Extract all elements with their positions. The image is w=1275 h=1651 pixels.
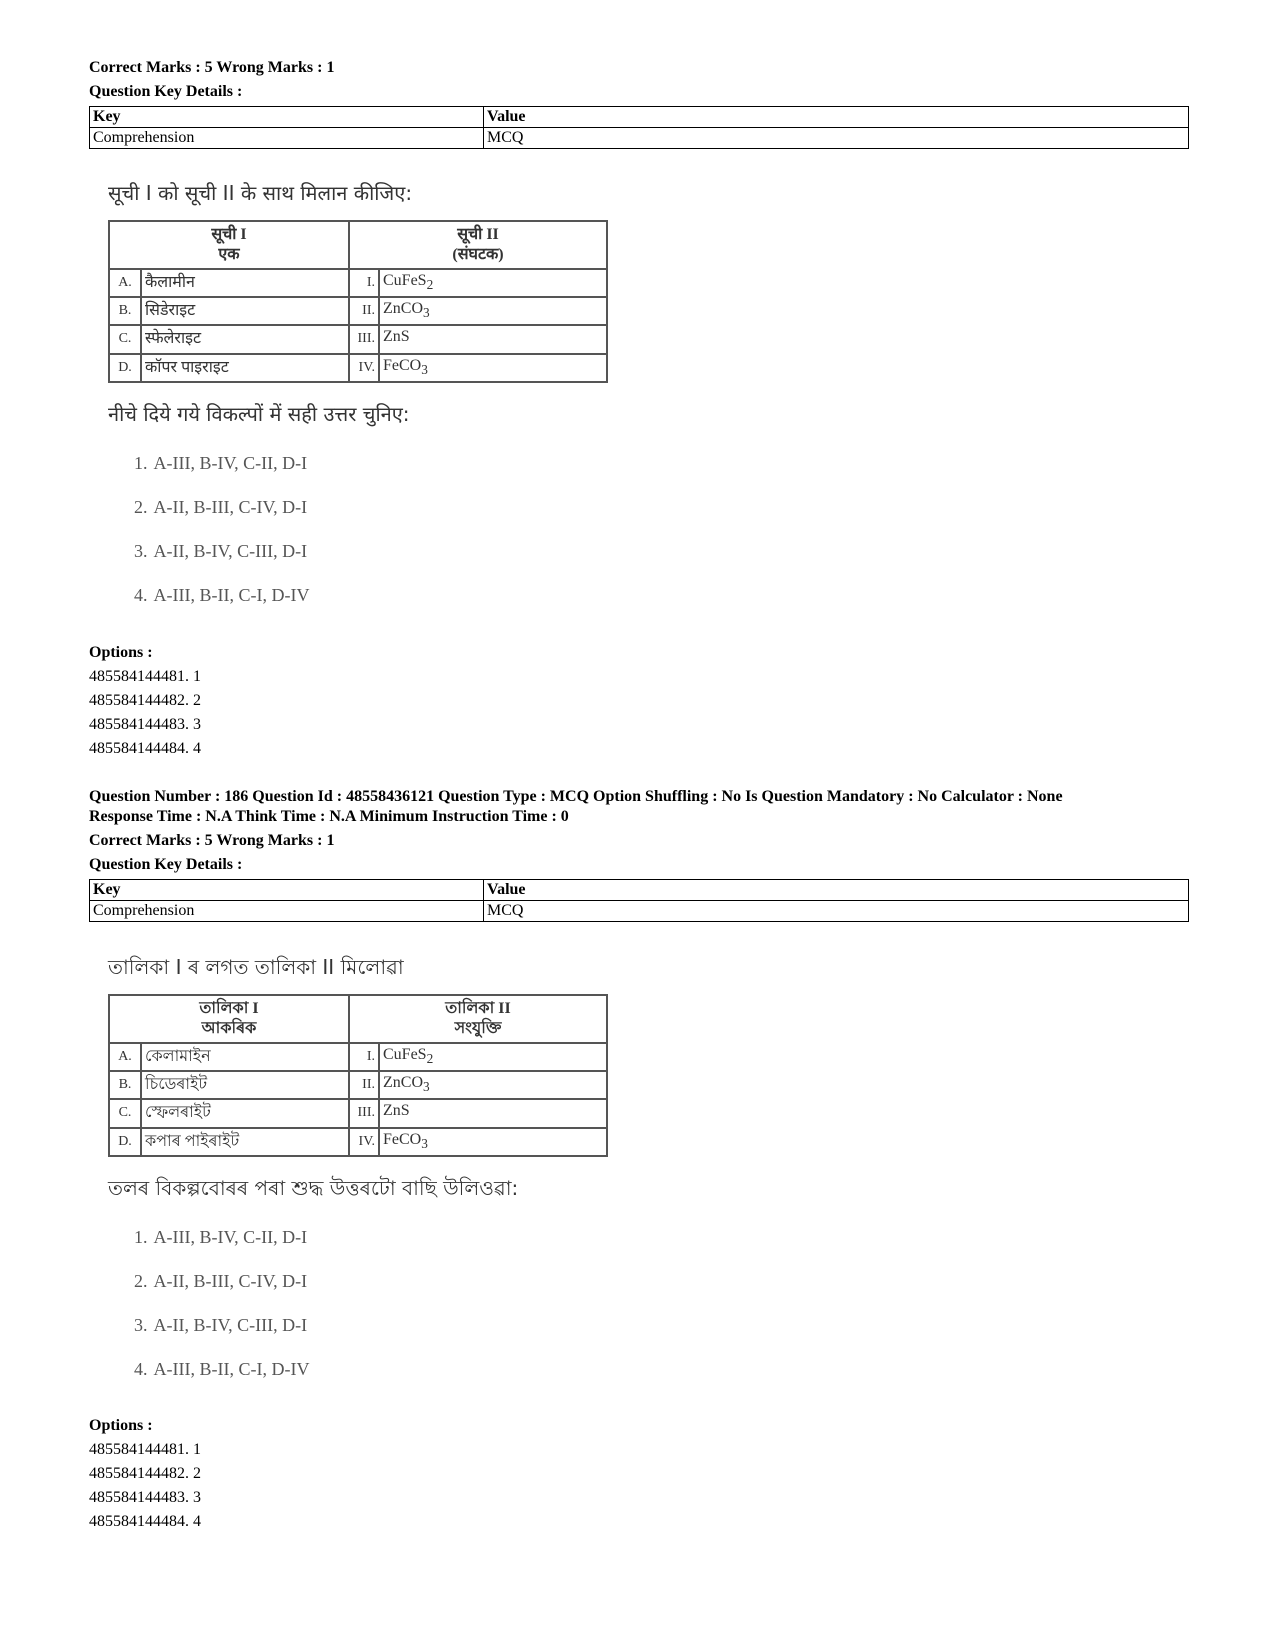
list1-header-subtitle: एक: [218, 246, 240, 263]
choice-text: A-II, B-III, C-IV, D-I: [153, 496, 308, 517]
list1-header-subtitle: আকৰিক: [201, 1020, 257, 1037]
table-row: [90, 128, 1189, 149]
list2-header: [349, 221, 607, 269]
kv-key-cell: Comprehension: [90, 128, 484, 149]
table-row: [109, 269, 607, 297]
roman-label: I.: [349, 1043, 379, 1071]
formula: FeCO: [383, 356, 422, 374]
list-item: [134, 529, 628, 573]
kv-value-cell: MCQ: [484, 128, 1189, 149]
list2-header-subtitle: সংযুক্তি: [454, 1020, 502, 1037]
list1-header: [109, 995, 349, 1043]
kv-key-header: Key: [90, 107, 484, 128]
table-row: [109, 1099, 607, 1127]
kv-key-header: Key: [90, 880, 484, 901]
q1-question-body: [108, 178, 628, 617]
table-row: [109, 995, 607, 1043]
formula-subscript: 3: [421, 1135, 428, 1151]
table-row: [109, 1043, 607, 1071]
mineral-name: कॉपर पाइराइट: [141, 354, 349, 382]
option-item: 485584144483. 3: [89, 716, 201, 733]
q2-options-label: Options :: [89, 1417, 153, 1434]
option-item: 485584144483. 3: [89, 1489, 201, 1506]
list-item: [134, 573, 628, 617]
kv-value-cell: MCQ: [484, 901, 1189, 922]
formula: CuFeS: [383, 272, 427, 289]
mineral-name: कैलामीन: [141, 269, 349, 297]
choice-text: A-II, B-IV, C-III, D-I: [153, 1314, 308, 1335]
q1-match-table: [108, 220, 608, 383]
formula: ZnS: [383, 1102, 410, 1120]
kv-value-header: Value: [484, 107, 1189, 128]
list-item: [134, 1215, 628, 1259]
q2-marks-line: Correct Marks : 5 Wrong Marks : 1: [89, 832, 335, 849]
formula-cell: [379, 325, 607, 353]
formula: ZnCO: [383, 1074, 423, 1092]
formula-subscript: 3: [423, 1079, 430, 1095]
q2-meta: [89, 787, 1229, 922]
formula-cell: [379, 1099, 607, 1127]
table-row: [90, 901, 1189, 922]
choice-text: A-III, B-II, C-I, D-IV: [153, 584, 310, 605]
mineral-name: स्फेलेराइट: [141, 325, 349, 353]
roman-label: IV.: [349, 354, 379, 382]
table-row: [109, 1128, 607, 1156]
formula: ZnCO: [383, 300, 423, 318]
list2-header-title: सूची II: [457, 226, 499, 243]
choice-number: 2.: [134, 1270, 148, 1291]
q1-options: [89, 641, 1189, 761]
q2-choice-list: [108, 1215, 628, 1391]
option-item: 485584144481. 1: [89, 668, 201, 685]
formula: FeCO: [383, 1130, 422, 1148]
q2-key-value-table: [89, 879, 1189, 922]
roman-label: I.: [349, 269, 379, 297]
mineral-name: কেলামাইন: [141, 1043, 349, 1071]
roman-label: IV.: [349, 1128, 379, 1156]
row-label: B.: [109, 1071, 141, 1099]
list-item: [134, 485, 628, 529]
table-row: [90, 880, 1189, 901]
list1-header-title: सूची I: [211, 226, 247, 243]
row-label: C.: [109, 1099, 141, 1127]
formula-subscript: 3: [423, 305, 430, 321]
choice-number: 3.: [134, 1314, 148, 1335]
choice-number: 1.: [134, 452, 148, 473]
formula-cell: [379, 1071, 607, 1099]
table-row: [109, 354, 607, 382]
formula-subscript: 2: [426, 1051, 434, 1067]
row-label: D.: [109, 354, 141, 382]
choice-text: A-III, B-II, C-I, D-IV: [153, 1358, 310, 1379]
mineral-name: চিডেৰাইট: [141, 1071, 349, 1099]
row-label: D.: [109, 1128, 141, 1156]
kv-value-header: Value: [484, 880, 1189, 901]
row-label: C.: [109, 325, 141, 353]
row-label: A.: [109, 269, 141, 297]
formula-cell: [379, 269, 607, 297]
q1-key-details-label: Question Key Details :: [89, 83, 243, 100]
choice-text: A-III, B-IV, C-II, D-I: [153, 1226, 308, 1247]
list2-header: [349, 995, 607, 1043]
q2-choose-instruction: তলৰ বিকল্পবোৰৰ পৰা শুদ্ধ উত্তৰটো বাছি উলিওৱা:: [108, 1175, 519, 1200]
formula: ZnS: [383, 328, 410, 346]
q2-question-body: [108, 952, 628, 1391]
q1-instruction: सूची I को सूची II के साथ मिलान कीजिए:: [108, 181, 413, 205]
list-item: [134, 1303, 628, 1347]
choice-text: A-II, B-IV, C-III, D-I: [153, 540, 308, 561]
table-row: [109, 221, 607, 269]
list2-header-title: তালিকা II: [445, 1000, 511, 1017]
formula-cell: [379, 297, 607, 325]
list1-header-title: তালিকা I: [199, 1000, 259, 1017]
q1-options-label: Options :: [89, 644, 153, 661]
table-row: [109, 325, 607, 353]
q2-header-line1: Question Number : 186 Question Id : 48558436121 Question Type : MCQ Option Shuffling : No Is Question Mandatory : No Calculator : None: [89, 788, 1063, 805]
choice-number: 4.: [134, 1358, 148, 1379]
q1-meta: [89, 58, 1189, 149]
table-row: [90, 107, 1189, 128]
option-item: 485584144484. 4: [89, 740, 201, 757]
option-item: 485584144482. 2: [89, 692, 201, 709]
choice-text: A-III, B-IV, C-II, D-I: [153, 452, 308, 473]
mineral-name: सिडेराइट: [141, 297, 349, 325]
list1-header: [109, 221, 349, 269]
q1-marks-line: Correct Marks : 5 Wrong Marks : 1: [89, 59, 335, 76]
choice-text: A-II, B-III, C-IV, D-I: [153, 1270, 308, 1291]
formula: CuFeS: [383, 1046, 427, 1063]
q1-choose-instruction: नीचे दिये गये विकल्पों में सही उत्तर चुनिए:: [108, 401, 410, 426]
formula-cell: [379, 1128, 607, 1156]
table-row: [109, 1071, 607, 1099]
list2-header-subtitle: (संघटक): [452, 246, 504, 263]
mineral-name: কপাৰ পাইৰাইট: [141, 1128, 349, 1156]
q2-key-details-label: Question Key Details :: [89, 856, 243, 873]
q2-match-table: [108, 994, 608, 1157]
roman-label: II.: [349, 1071, 379, 1099]
row-label: B.: [109, 297, 141, 325]
choice-number: 1.: [134, 1226, 148, 1247]
formula-subscript: 2: [426, 277, 434, 293]
list-item: [134, 1347, 628, 1391]
roman-label: II.: [349, 297, 379, 325]
q2-instruction: তালিকা I ৰ লগত তালিকা II মিলোৱা: [108, 955, 404, 979]
roman-label: III.: [349, 1099, 379, 1127]
roman-label: III.: [349, 325, 379, 353]
choice-number: 2.: [134, 496, 148, 517]
option-item: 485584144481. 1: [89, 1441, 201, 1458]
formula-cell: [379, 1043, 607, 1071]
mineral-name: স্ফেলৰাইট: [141, 1099, 349, 1127]
formula-cell: [379, 354, 607, 382]
row-label: A.: [109, 1043, 141, 1071]
q2-header-line2: Response Time : N.A Think Time : N.A Minimum Instruction Time : 0: [89, 808, 569, 825]
choice-number: 4.: [134, 584, 148, 605]
option-item: 485584144482. 2: [89, 1465, 201, 1482]
kv-key-cell: Comprehension: [90, 901, 484, 922]
list-item: [134, 1259, 628, 1303]
q1-choice-list: [108, 441, 628, 617]
q2-options: [89, 1414, 1189, 1534]
q1-key-value-table: [89, 106, 1189, 149]
formula-subscript: 3: [421, 361, 428, 377]
list-item: [134, 441, 628, 485]
table-row: [109, 297, 607, 325]
choice-number: 3.: [134, 540, 148, 561]
option-item: 485584144484. 4: [89, 1513, 201, 1530]
